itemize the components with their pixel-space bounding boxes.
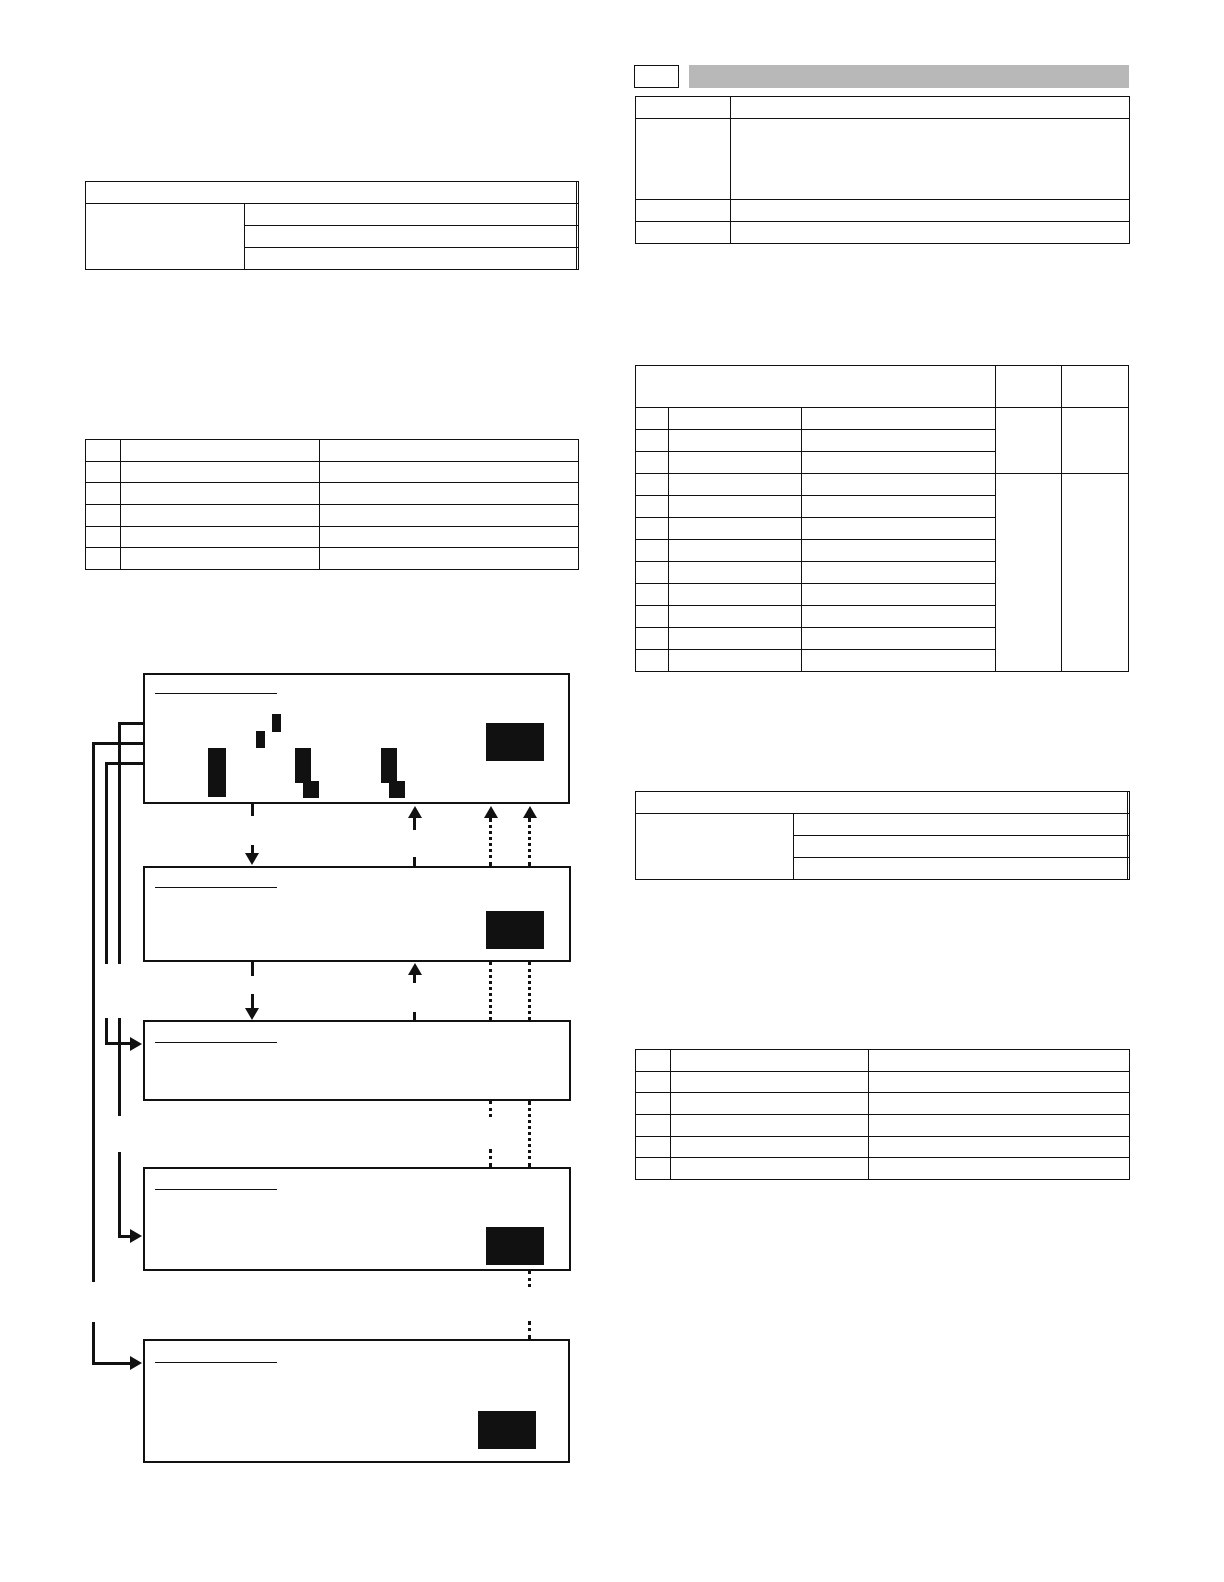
dashed-line	[413, 1012, 416, 1020]
highlight-key	[486, 1227, 544, 1265]
dotted-line	[528, 818, 531, 866]
value-block	[303, 781, 319, 798]
right-table-4	[635, 1049, 1130, 1180]
dotted-line	[489, 1101, 492, 1117]
connector-line	[92, 742, 95, 1282]
screen-box-5	[143, 1339, 570, 1463]
connector-line	[92, 742, 144, 745]
arrow-right-icon	[130, 1229, 142, 1243]
arrow-down-icon	[245, 853, 259, 865]
value-block	[295, 748, 311, 783]
right-table-1	[635, 96, 1130, 244]
screen-box-1	[143, 673, 570, 804]
connector-line	[118, 722, 121, 964]
cursor-block	[272, 714, 281, 732]
arrow-up-icon	[408, 963, 422, 975]
screen-box-2	[143, 866, 571, 962]
screen-title-line	[155, 887, 277, 888]
connector-line	[92, 1362, 132, 1365]
arrow-right-icon	[130, 1356, 142, 1370]
section-title-bar	[689, 65, 1129, 88]
screen-title-line	[155, 1362, 277, 1363]
value-block	[208, 748, 226, 797]
connector-line	[105, 1018, 108, 1044]
dashed-line	[413, 857, 416, 866]
dashed-line	[251, 962, 254, 976]
left-table-2	[85, 439, 579, 570]
right-table-2	[635, 365, 1129, 672]
connector-line	[118, 722, 144, 725]
screen-title-line	[155, 1189, 277, 1190]
connector-line	[105, 762, 108, 964]
dashed-line	[251, 845, 254, 853]
connector-line	[92, 1322, 95, 1364]
dashed-line	[413, 818, 416, 830]
screen-title-line	[155, 1042, 277, 1043]
highlight-key	[478, 1411, 536, 1449]
section-number-box	[634, 65, 679, 88]
dotted-line	[528, 1101, 531, 1167]
connector-line	[118, 1018, 121, 1116]
connector-line	[105, 762, 144, 765]
screen-title-line	[155, 693, 277, 694]
dashed-line	[413, 975, 416, 983]
screen-box-3	[143, 1020, 571, 1101]
highlight-key	[486, 723, 544, 761]
dashed-line	[251, 804, 254, 816]
arrow-up-icon	[408, 806, 422, 818]
left-table-1	[85, 181, 579, 270]
arrow-right-icon	[130, 1037, 142, 1051]
dotted-line	[489, 962, 492, 1020]
dotted-line	[528, 1271, 531, 1287]
dotted-line	[489, 1149, 492, 1167]
highlight-key	[486, 911, 544, 949]
value-block	[389, 781, 405, 798]
dotted-line	[528, 962, 531, 1020]
dotted-line	[489, 818, 492, 866]
connector-line	[118, 1152, 121, 1237]
arrow-up-icon	[523, 806, 537, 818]
cursor-block	[256, 731, 265, 748]
dotted-line	[528, 1321, 531, 1339]
screen-box-4	[143, 1167, 571, 1271]
right-table-3	[635, 791, 1130, 880]
arrow-up-icon	[484, 806, 498, 818]
value-block	[381, 748, 397, 783]
arrow-down-icon	[245, 1008, 259, 1020]
dashed-line	[251, 994, 254, 1008]
